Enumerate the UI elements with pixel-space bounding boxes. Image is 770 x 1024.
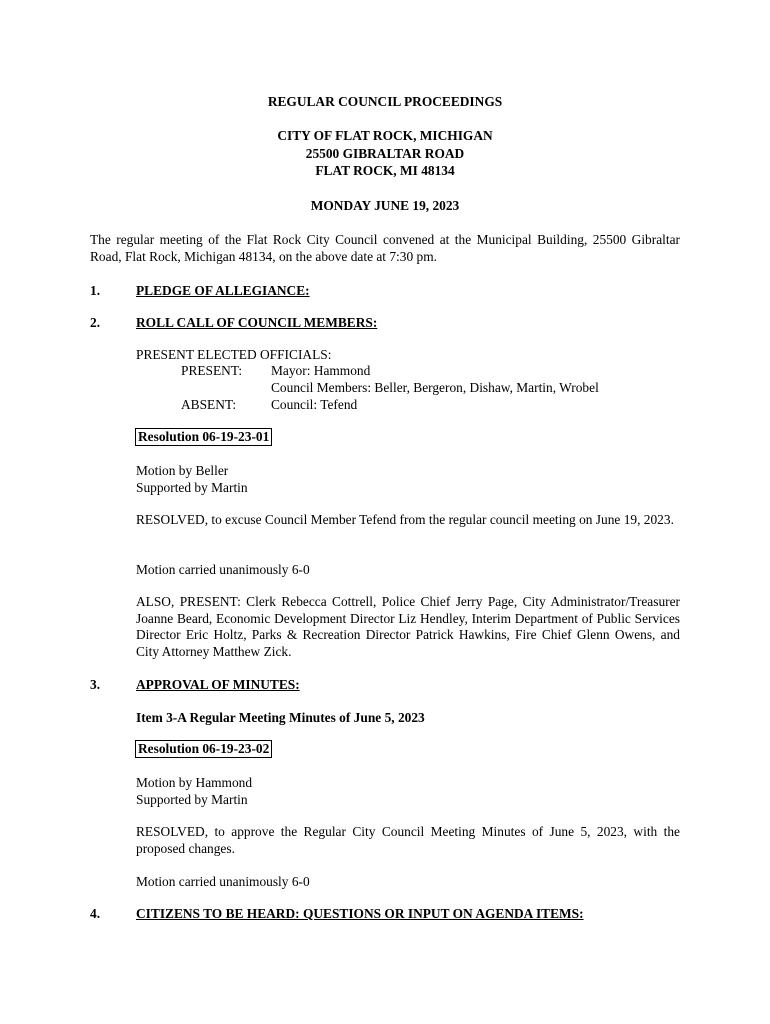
meeting-date: MONDAY JUNE 19, 2023 [310, 198, 460, 213]
motion-by: Motion by Beller [136, 463, 229, 478]
present-council: Council Members: Beller, Bergeron, Dishaw, Martin, Wrobel [271, 380, 599, 395]
section-3-heading: APPROVAL OF MINUTES: [136, 677, 300, 692]
motion-carried: Motion carried unanimously 6-0 [136, 562, 310, 577]
intro-paragraph: The regular meeting of the Flat Rock City Council convened at the Municipal Building, 25500 Gibraltar Road, Flat Rock, Michigan 48134, on the above date at 7:30 pm. [90, 232, 680, 264]
supported-by: Supported by Martin [136, 480, 248, 495]
also-present-paragraph: ALSO, PRESENT: Clerk Rebecca Cottrell, Police Chief Jerry Page, City Administrator/Treasurer Joanne Beard, Economic Development Director Liz Hendley, Interim Department of Public Services Director Eric Holtz, Parks & Recreation Director Patrick Hawkins, Fire Chief Glenn Owens, and City Attorney Matthew Zick. [136, 594, 680, 659]
document-title: REGULAR COUNCIL PROCEEDINGS [267, 94, 503, 109]
section-2-number: 2. [90, 315, 101, 330]
motion-carried: Motion carried unanimously 6-0 [136, 874, 310, 889]
section-1-number: 1. [90, 283, 101, 298]
officials-label: PRESENT ELECTED OFFICIALS: [136, 347, 332, 362]
present-mayor: Mayor: Hammond [271, 363, 371, 378]
address-line-1: 25500 GIBRALTAR ROAD [305, 146, 465, 161]
absent-value: Council: Tefend [271, 397, 358, 412]
resolved-text: RESOLVED, to approve the Regular City Council Meeting Minutes of June 5, 2023, with the proposed changes. [136, 824, 680, 856]
section-4-number: 4. [90, 906, 101, 921]
city-name: CITY OF FLAT ROCK, MICHIGAN [277, 128, 493, 143]
resolution-06-19-23-02: Resolution 06-19-23-02 [135, 740, 272, 758]
motion-by: Motion by Hammond [136, 775, 253, 790]
present-label: PRESENT: [181, 363, 243, 378]
resolved-text: RESOLVED, to excuse Council Member Tefend from the regular council meeting on June 19, 2023. [136, 512, 674, 527]
section-1-heading: PLEDGE OF ALLEGIANCE: [136, 283, 310, 298]
resolution-06-19-23-01: Resolution 06-19-23-01 [135, 428, 272, 446]
address-line-2: FLAT ROCK, MI 48134 [315, 163, 455, 178]
absent-label: ABSENT: [181, 397, 237, 412]
section-2-heading: ROLL CALL OF COUNCIL MEMBERS: [136, 315, 378, 330]
supported-by: Supported by Martin [136, 792, 248, 807]
agenda-item-3a: Item 3-A Regular Meeting Minutes of June 5, 2023 [136, 710, 425, 725]
section-3-number: 3. [90, 677, 101, 692]
section-4-heading: CITIZENS TO BE HEARD: QUESTIONS OR INPUT ON AGENDA ITEMS: [136, 906, 584, 921]
